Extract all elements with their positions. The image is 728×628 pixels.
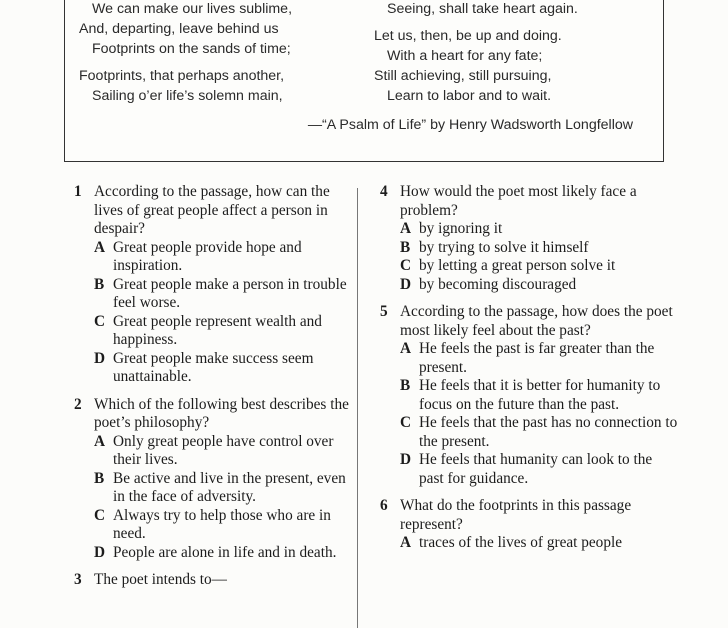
answer-option-b[interactable] <box>400 239 680 258</box>
answer-options <box>400 534 680 553</box>
question-2 <box>74 396 356 563</box>
option-text: Be active and live in the present, even in the face of adversity. <box>113 469 346 505</box>
question-5 <box>380 303 680 488</box>
answer-options <box>94 239 356 387</box>
option-letter: C <box>400 414 412 431</box>
question-3 <box>74 571 356 590</box>
answer-option-c[interactable] <box>400 257 680 276</box>
option-letter: C <box>94 506 106 524</box>
question-text: The poet intends to— <box>94 571 227 588</box>
option-text: by ignoring it <box>419 220 503 237</box>
option-letter: A <box>400 340 412 357</box>
option-letter: D <box>400 275 412 293</box>
option-text: Always try to help those who are in need. <box>113 506 331 542</box>
answer-options <box>94 433 356 563</box>
option-text: He feels that it is better for humanity to focus on the future than the past. <box>419 377 661 413</box>
option-text: Only great people have control over their lives. <box>113 432 334 468</box>
option-text: by becoming discouraged <box>419 275 577 293</box>
answer-option-c[interactable] <box>400 414 680 451</box>
option-text: Great people provide hope and inspiration. <box>113 238 302 274</box>
answer-option-b[interactable] <box>94 470 356 507</box>
answer-option-a[interactable] <box>400 534 680 553</box>
option-text: Great people make a person in trouble feel worse. <box>113 275 347 311</box>
option-letter: C <box>400 257 412 274</box>
question-number: 6 <box>380 497 388 514</box>
option-letter: D <box>400 451 412 468</box>
option-text: by letting a great person solve it <box>419 257 616 274</box>
option-letter: B <box>94 469 105 487</box>
option-text: traces of the lives of great people <box>419 534 623 551</box>
answer-option-d[interactable] <box>400 451 680 488</box>
question-number: 3 <box>74 571 82 588</box>
poem-line: Footprints on the sands of time; <box>92 41 291 57</box>
option-letter: A <box>94 432 106 450</box>
question-4 <box>380 183 680 294</box>
question-number: 4 <box>380 183 388 200</box>
question-text: What do the footprints in this passage represent? <box>400 497 632 533</box>
option-text: He feels that the past has no connection to the present. <box>419 414 678 450</box>
option-text: by trying to solve it himself <box>419 238 589 256</box>
poem-line: Learn to labor and to wait. <box>387 88 552 104</box>
option-letter: A <box>400 534 412 551</box>
answer-option-a[interactable] <box>94 239 356 276</box>
option-text: Great people represent wealth and happiness. <box>113 312 322 348</box>
option-letter: B <box>400 377 411 394</box>
question-text: Which of the following best describes the poet’s philosophy? <box>94 395 349 431</box>
answer-option-b[interactable] <box>400 377 680 414</box>
answer-option-c[interactable] <box>94 313 356 350</box>
questions-right-column <box>380 183 680 562</box>
poem-citation: —“A Psalm of Life” by Henry Wadsworth Longfellow <box>307 117 633 133</box>
poem-right-column <box>374 0 589 106</box>
question-6 <box>380 497 680 553</box>
question-text: According to the passage, how can the lives of great people affect a person in despair? <box>94 183 330 237</box>
poem-line: Sailing o’er life’s solemn main, <box>92 88 283 104</box>
poem-passage-box <box>64 0 664 162</box>
answer-option-d[interactable] <box>94 350 356 387</box>
poem-line: Still achieving, still pursuing, <box>374 68 552 84</box>
question-number: 5 <box>380 303 388 320</box>
option-letter: B <box>400 238 411 256</box>
option-letter: A <box>400 220 412 237</box>
answer-option-a[interactable] <box>400 220 680 239</box>
poem-line: Footprints, that perhaps another, <box>79 68 285 84</box>
answer-option-d[interactable] <box>94 544 356 563</box>
question-number: 1 <box>74 183 82 200</box>
option-letter: D <box>94 543 106 561</box>
answer-options <box>400 220 680 294</box>
poem-line: Seeing, shall take heart again. <box>387 1 578 17</box>
questions-left-column <box>74 183 356 599</box>
answer-options <box>400 340 680 488</box>
answer-option-a[interactable] <box>94 433 356 470</box>
option-letter: A <box>94 238 106 256</box>
question-text: How would the poet most likely face a problem? <box>400 183 637 219</box>
option-text: He feels that humanity can look to the past for guidance. <box>419 451 653 487</box>
poem-line: And, departing, leave behind us <box>79 21 279 37</box>
option-text: People are alone in life and in death. <box>113 543 337 561</box>
option-letter: B <box>94 275 105 293</box>
question-text: According to the passage, how does the poet most likely feel about the past? <box>400 303 673 339</box>
option-text: Great people make success seem unattainable. <box>113 349 314 385</box>
poem-left-column <box>79 0 292 106</box>
poem-line: We can make our lives sublime, <box>92 1 293 17</box>
answer-option-a[interactable] <box>400 340 680 377</box>
option-letter: D <box>94 349 106 367</box>
answer-option-b[interactable] <box>94 276 356 313</box>
poem-line: With a heart for any fate; <box>387 48 543 64</box>
question-number: 2 <box>74 395 82 413</box>
column-divider <box>357 188 358 628</box>
question-1 <box>74 183 356 387</box>
answer-option-d[interactable] <box>400 276 680 295</box>
answer-option-c[interactable] <box>94 507 356 544</box>
option-letter: C <box>94 312 106 330</box>
option-text: He feels the past is far greater than the present. <box>419 340 655 376</box>
poem-line: Let us, then, be up and doing. <box>374 28 562 44</box>
